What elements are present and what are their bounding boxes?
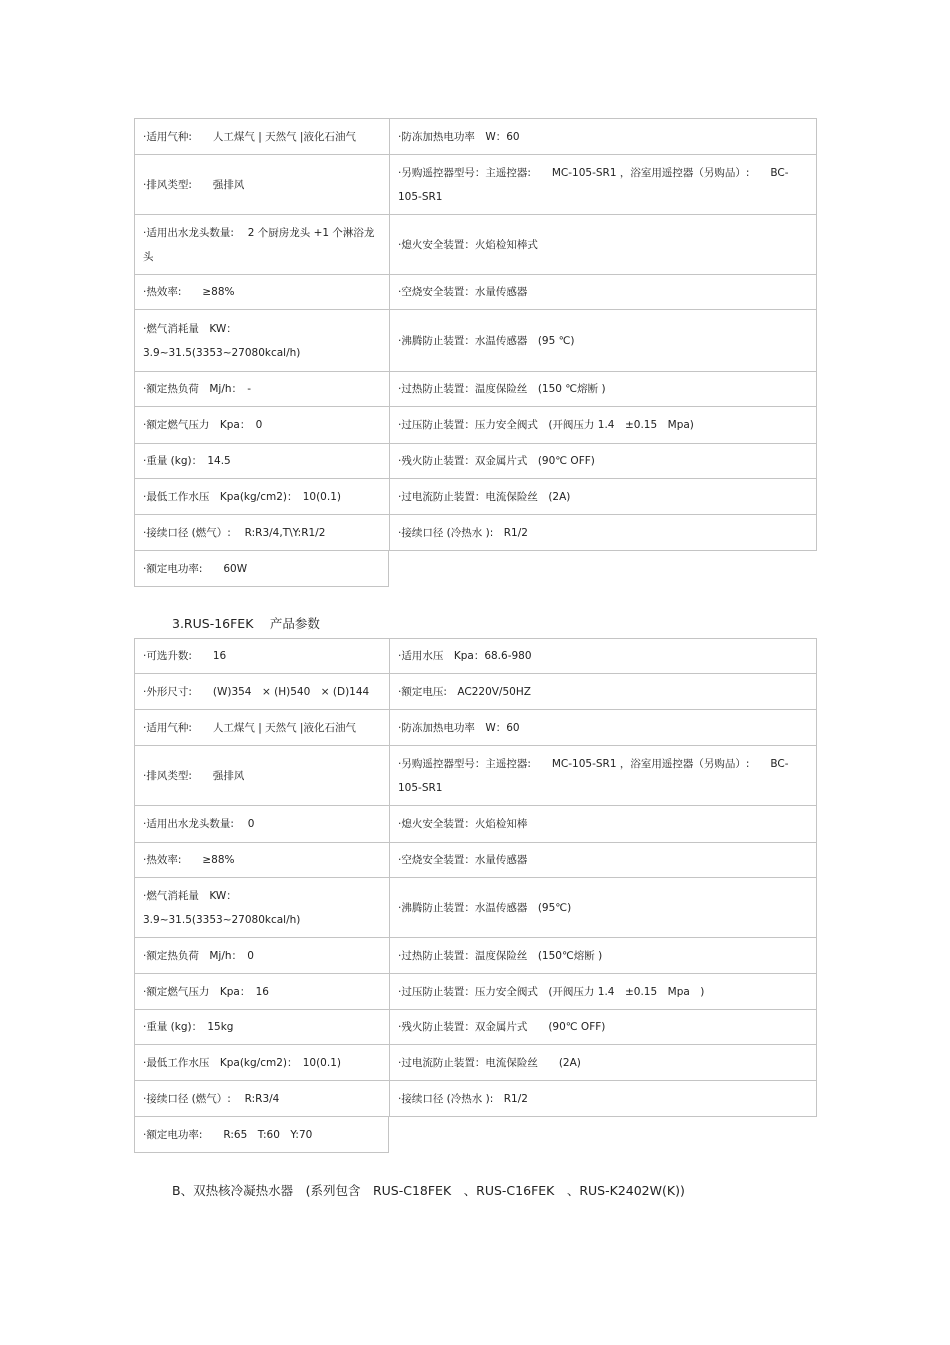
spec-row	[134, 443, 817, 478]
spec-cell-left: ·接续口径 (燃气）: R:R3/4	[134, 1080, 389, 1116]
spec-row	[134, 1044, 817, 1080]
spec-cell-right: ·过热防止装置：温度保险丝 (150 ℃熔断 )	[389, 371, 817, 406]
spec-cell-left: ·燃气消耗量 KW： 3.9~31.5(3353~27080kcal/h)	[134, 309, 389, 371]
spec-row	[134, 371, 817, 406]
spec-cell-left: ·适用气种: 人工煤气 | 天然气 |液化石油气	[134, 118, 389, 154]
spec-row	[134, 937, 817, 973]
spec-cell-right: ·过压防止装置：压力安全阀式 (开阀压力 1.4 ±0.15 Mpa)	[389, 406, 817, 443]
spec-cell-right: ·另购遥控器型号：主遥控器: MC-105-SR1 ，浴室用遥控器（另购品）: BC-105-SR1	[389, 745, 817, 805]
spec-row	[134, 1009, 817, 1044]
spec-row	[134, 673, 817, 709]
spec-cell-left: ·外形尺寸: (W)354 × (H)540 × (D)144	[134, 673, 389, 709]
spec-row	[134, 118, 817, 154]
model-heading: 3.RUS-16FEK 产品参数	[172, 616, 320, 631]
spec-cell-right: ·过电流防止装置：电流保险丝 (2A)	[389, 1044, 817, 1080]
spec-cell-left: ·额定电功率: R:65 T:60 Y:70	[134, 1116, 389, 1153]
spec-cell-left: ·适用出水龙头数量: 2 个厨房龙头 +1 个淋浴龙头	[134, 214, 389, 274]
spec-cell-right: ·适用水压 Kpa：68.6-980	[389, 638, 817, 673]
spec-cell-left: ·排风类型: 强排风	[134, 154, 389, 214]
spec-cell-left: ·额定热负荷 Mj/h： -	[134, 371, 389, 406]
spec-cell-right: ·空烧安全装置：水量传感器	[389, 274, 817, 309]
spec-cell-right: ·过电流防止装置：电流保险丝 (2A)	[389, 478, 817, 514]
spec-row	[134, 514, 817, 550]
spec-cell-left: ·最低工作水压 Kpa(kg/cm2)： 10(0.1)	[134, 1044, 389, 1080]
spec-row	[134, 805, 817, 842]
spec-row-last	[134, 550, 817, 587]
spec-cell-right: ·空烧安全装置：水量传感器	[389, 842, 817, 877]
spec-cell-right: ·防冻加热电功率 W：60	[389, 118, 817, 154]
spec-cell-right: ·熄火安全装置：火焰检知棒	[389, 805, 817, 842]
spec-cell-left: ·最低工作水压 Kpa(kg/cm2)： 10(0.1)	[134, 478, 389, 514]
spec-cell-right: ·防冻加热电功率 W：60	[389, 709, 817, 745]
series-heading: B、双热核冷凝热水器 (系列包含 RUS-C18FEK 、RUS-C16FEK 、RUS-K2402W(K))	[172, 1183, 685, 1198]
spec-row	[134, 406, 817, 443]
spec-cell-left: ·额定热负荷 Mj/h： 0	[134, 937, 389, 973]
spec-cell-left: ·重量 (kg)： 14.5	[134, 443, 389, 478]
spec-cell-left: ·热效率: ≥88%	[134, 274, 389, 309]
spec-row	[134, 745, 817, 805]
spec-cell-left: ·重量 (kg)： 15kg	[134, 1009, 389, 1044]
spec-cell-right: ·另购遥控器型号：主遥控器: MC-105-SR1 ，浴室用遥控器（另购品）: BC-105-SR1	[389, 154, 817, 214]
spec-row	[134, 842, 817, 877]
spec-cell-left: ·排风类型: 强排风	[134, 745, 389, 805]
table-bottom-edge	[389, 1116, 817, 1153]
spec-row	[134, 274, 817, 309]
spec-cell-right: ·沸腾防止装置：水温传感器 (95℃)	[389, 877, 817, 937]
spec-cell-left: ·适用气种: 人工煤气 | 天然气 |液化石油气	[134, 709, 389, 745]
spec-cell-right: ·残火防止装置：双金属片式 (90℃ OFF)	[389, 1009, 817, 1044]
spec-cell-right: ·过压防止装置：压力安全阀式 (开阀压力 1.4 ±0.15 Mpa )	[389, 973, 817, 1009]
spec-row	[134, 638, 817, 673]
spec-cell-left: ·接续口径 (燃气）: R:R3/4,T\Y:R1/2	[134, 514, 389, 550]
spec-cell-right: ·残火防止装置：双金属片式 (90℃ OFF)	[389, 443, 817, 478]
spec-row	[134, 709, 817, 745]
spec-row	[134, 1080, 817, 1116]
spec-cell-left: ·可选升数: 16	[134, 638, 389, 673]
spec-table-1	[134, 118, 817, 587]
spec-row	[134, 877, 817, 937]
spec-cell-left: ·燃气消耗量 KW： 3.9~31.5(3353~27080kcal/h)	[134, 877, 389, 937]
spec-cell-right: ·接续口径 (冷热水 ): R1/2	[389, 514, 817, 550]
spec-row	[134, 973, 817, 1009]
spec-cell-left: ·热效率: ≥88%	[134, 842, 389, 877]
spec-table-2	[134, 638, 817, 1153]
spec-row	[134, 154, 817, 214]
spec-cell-right: ·过热防止装置：温度保险丝 (150℃熔断 )	[389, 937, 817, 973]
spec-row	[134, 478, 817, 514]
spec-cell-right: ·熄火安全装置：火焰检知棒式	[389, 214, 817, 274]
spec-cell-right: ·额定电压: AC220V/50HZ	[389, 673, 817, 709]
table-bottom-edge	[389, 550, 817, 587]
spec-cell-left: ·额定燃气压力 Kpa： 0	[134, 406, 389, 443]
spec-cell-right: ·接续口径 (冷热水 ): R1/2	[389, 1080, 817, 1116]
spec-cell-left: ·额定燃气压力 Kpa： 16	[134, 973, 389, 1009]
spec-row	[134, 309, 817, 371]
spec-cell-right: ·沸腾防止装置：水温传感器 (95 ℃)	[389, 309, 817, 371]
spec-row-last	[134, 1116, 817, 1153]
spec-cell-left: ·额定电功率: 60W	[134, 550, 389, 587]
spec-cell-left: ·适用出水龙头数量: 0	[134, 805, 389, 842]
spec-row	[134, 214, 817, 274]
